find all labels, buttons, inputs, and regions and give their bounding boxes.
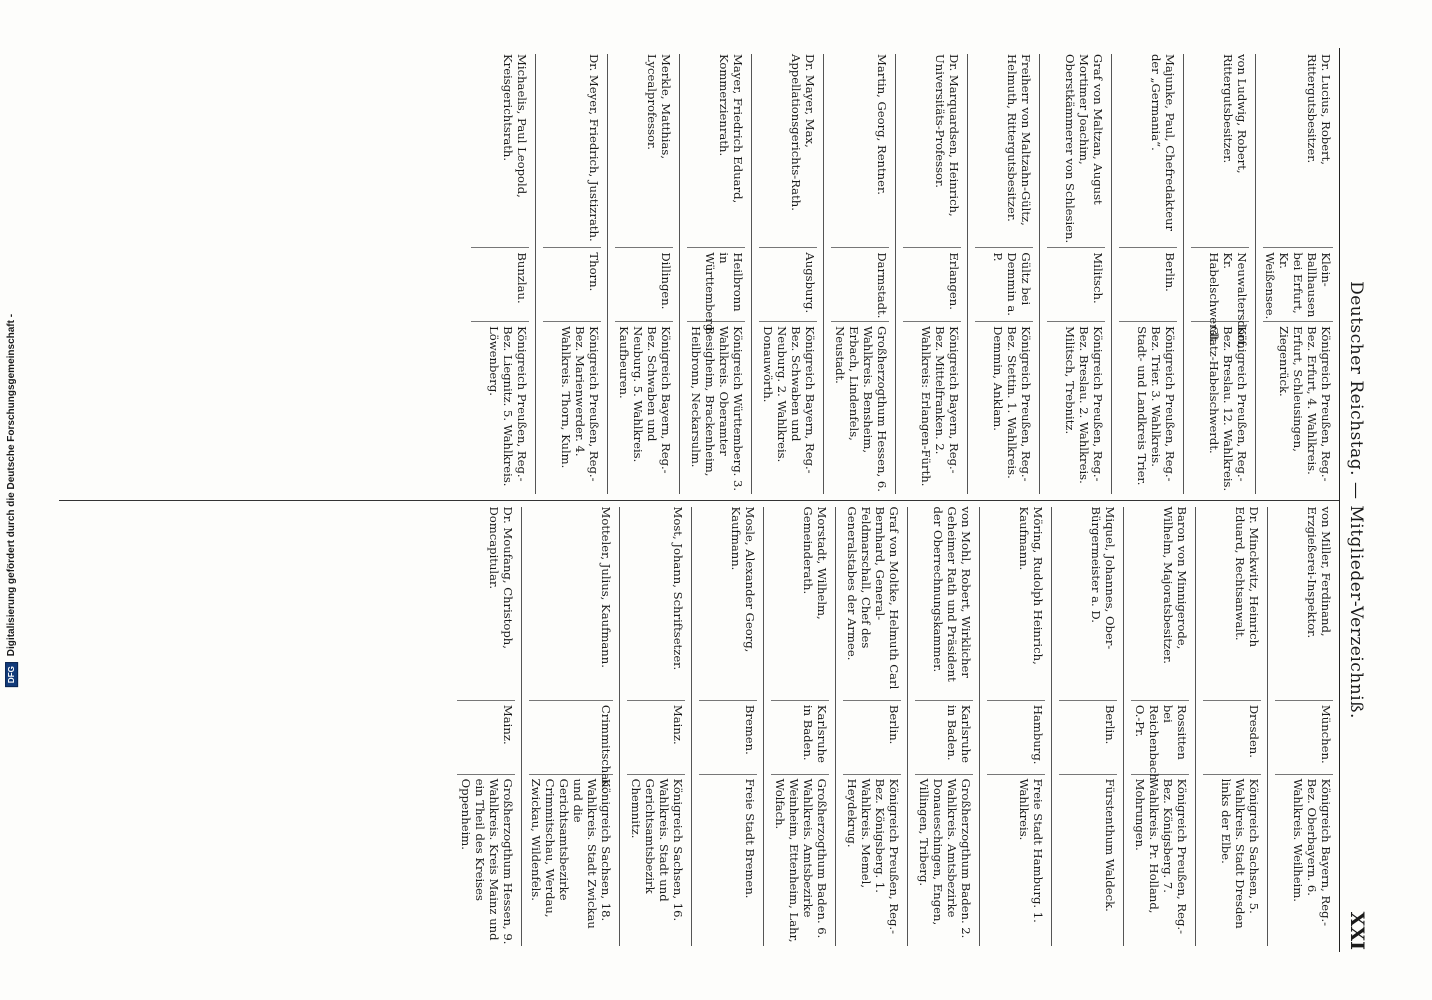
member-name: Freiherr von Maltzahn-Gültz, Helmuth, Rittergutsbesitzer. xyxy=(1005,54,1033,226)
running-title: Deutscher Reichstag. — Mitglieder-Verzeichniß. xyxy=(1346,281,1366,719)
member-entry xyxy=(464,54,535,494)
member-district: Großherzogthum Baden. 6. Wahlkreis. Amtsbezirke Weinheim, Ettenheim, Lahr, Wolfach. xyxy=(773,778,829,943)
member-residence: Bremen. xyxy=(699,700,757,775)
member-entry xyxy=(450,507,521,947)
member-district: Königreich Bayern, Reg.-Bez. Schwaben und Neuburg. 5. Wahlkreis. Kaufbeuren. xyxy=(617,326,673,474)
member-residence: Rossitten bei Reichenbach O.-Pr. xyxy=(1131,700,1189,775)
member-name: Most, Johann, Schriftsetzer. xyxy=(671,506,685,671)
member-name: Dr. Moufang, Christoph, Domcapitular. xyxy=(487,506,515,649)
member-entry xyxy=(835,507,907,947)
member-name: Dr. Lucius, Robert, Rittergutsbesitzer. xyxy=(1305,54,1333,165)
member-name: Graf von Maltzan, August Mortimer Joachim, Oberstkämmerer von Schlesien. xyxy=(1063,54,1105,244)
member-name: Merkle, Matthias, Lycealprofessor. xyxy=(645,54,673,160)
member-entry xyxy=(1183,54,1255,494)
member-entry xyxy=(521,507,619,947)
member-residence: Gültz bei Demmin a. P. xyxy=(975,247,1033,322)
member-residence: Darmstadt. xyxy=(831,247,889,322)
page-number: XXI xyxy=(1346,911,1368,950)
dfg-logo: DFG xyxy=(6,662,19,687)
member-entry xyxy=(679,54,751,494)
member-district: Großherzogthum Hessen, 6. Wahlkreis. Bensheim, Erbach, Lindenfels, Neustadt. xyxy=(833,326,889,492)
member-district: Königreich Preußen, Reg.-Bez. Marienwerder. 4. Wahlkreis. Thorn, Kulm. xyxy=(559,326,601,482)
member-district: Großherzogthum Hessen, 9. Wahlkreis. Kreis Mainz und ein Theil des Kreises Oppenheim. xyxy=(459,778,515,945)
member-name: von Miller, Ferdinand, Erzgießerei-Inspektor. xyxy=(1305,506,1333,639)
member-district: Königreich Bayern, Reg.-Bez. Schwaben und Neuburg. 2. Wahlkreis. Donauwörth. xyxy=(761,326,817,474)
member-entry xyxy=(1255,54,1339,494)
member-district: Königreich Preußen, Reg.-Bez. Breslau. 2. Wahlkreis. Militsch, Trebnitz. xyxy=(1063,326,1105,484)
member-name: Morstadt, Wilhelm, Gemeinderath. xyxy=(801,506,829,620)
member-district: Königreich Bayern, Reg.-Bez. Oberbayern. 6. Wahlkreis. Weilheim. xyxy=(1291,778,1333,927)
member-column-left xyxy=(59,48,1339,501)
member-district: Königreich Preußen, Reg.-Bez. Stettin. 1. Wahlkreis. Demmin, Anklam. xyxy=(991,326,1033,482)
member-district: Freie Stadt Bremen. xyxy=(743,778,757,899)
member-column-right xyxy=(59,501,1339,953)
member-entry xyxy=(535,54,607,494)
member-residence: Erlangen. xyxy=(903,247,961,322)
member-entry xyxy=(1267,507,1339,947)
member-residence: Dillingen. xyxy=(615,247,673,322)
page-header xyxy=(1339,48,1380,952)
member-residence: Militsch. xyxy=(1047,247,1105,322)
member-name: von Mohl, Robert, Wirklicher Geheimer Rath und Präsident der Oberrechnungskammer. xyxy=(931,506,973,682)
sponsor-text: Digitalisierung gefördert durch die Deutsche Forschungsgemeinschaft - xyxy=(6,313,18,656)
member-name: Baron von Minnigerode, Wilhelm, Majoratsbesitzer. xyxy=(1161,506,1189,664)
member-entry xyxy=(967,54,1039,494)
member-name: Majunke, Paul, Chefredakteur der „Germania“. xyxy=(1149,54,1177,232)
member-name: Martin, Georg, Rentner. xyxy=(875,54,889,195)
member-entry xyxy=(823,54,895,494)
member-name: Dr. Meyer, Friedrich, Justizrath. xyxy=(587,54,601,242)
member-district: Königreich Preußen, Reg.-Bez. Königsberg. 1. Wahlkreis. Memel, Heydekrug. xyxy=(845,778,901,934)
member-residence: Karlsruhe in Baden. xyxy=(915,700,973,775)
member-entry xyxy=(979,507,1051,947)
member-residence: Karlsruhe in Baden. xyxy=(771,700,829,775)
member-name: Dr. Mayer, Max, Appellationsgerichts-Rath. xyxy=(789,54,817,211)
member-residence: Thorn. xyxy=(543,247,601,322)
member-residence: Dresden. xyxy=(1203,700,1261,775)
member-entry xyxy=(751,54,823,494)
member-residence: Berlin. xyxy=(1119,247,1177,322)
member-district: Königreich Preußen, Reg.-Bez. Königsberg. 7. Wahlkreis. Pr. Holland, Mohrungen. xyxy=(1133,778,1189,934)
member-entry xyxy=(895,54,967,494)
member-name: Dr. Marquardsen, Heinrich, Universitäts-Professor. xyxy=(933,54,961,217)
member-residence: Klein-Ballhausen bei Erfurt, Kr. Weißensee. xyxy=(1263,247,1333,322)
member-name: Möring, Rudolph Heinrich, Kaufmann. xyxy=(1017,506,1045,665)
member-residence: Crimmitschau. xyxy=(529,700,613,775)
member-district: Königreich Preußen, Reg.-Bez. Liegnitz. 5. Wahlkreis. Löwenberg. xyxy=(487,326,529,487)
member-name: Miquel, Johannes, Ober-Bürgermeister a. D. xyxy=(1089,506,1117,650)
member-name: Mosle, Alexander Georg, Kaufmann. xyxy=(729,506,757,653)
member-name: Dr. Minckwitz, Heinrich Eduard, Rechtsanwalt. xyxy=(1233,506,1261,648)
member-residence: Neuwaltersdorf, Kr. Habelschwerdt. xyxy=(1191,247,1249,322)
member-district: Königreich Sachsen, 16. Wahlkreis. Stadt und Gerichtsamtsbezirk Chemnitz. xyxy=(629,778,685,922)
member-entry xyxy=(691,507,763,947)
member-entry xyxy=(1111,54,1183,494)
member-district: Königreich Preußen, Reg.-Bez. Trier. 3. Wahlkreis. Stadt- und Landkreis Trier. xyxy=(1135,326,1177,486)
member-entry xyxy=(1051,507,1123,947)
member-district: Königreich Preußen, Reg.-Bez. Erfurt, 4. Wahlkreis. Erfurt, Schleusingen, Ziegenrück. xyxy=(1277,326,1333,482)
member-district: Königreich Bayern, Reg.-Bez. Mittelfranken. 2. Wahlkreis: Erlangen-Fürth. xyxy=(919,326,961,487)
member-residence: Berlin. xyxy=(843,700,901,775)
member-entry xyxy=(619,507,691,947)
member-residence: Hamburg. xyxy=(987,700,1045,775)
member-name: Motteler, Julius, Kaufmann. xyxy=(599,506,613,668)
member-entry xyxy=(607,54,679,494)
member-name: von Ludwig, Robert, Rittergutsbesitzer. xyxy=(1221,54,1249,174)
member-residence: Heilbronn in Württemberg. xyxy=(687,247,745,322)
member-entry xyxy=(763,507,835,947)
member-name: Michaelis, Paul Leopold, Kreisgerichtsrath. xyxy=(501,54,529,198)
member-entry xyxy=(907,507,979,947)
member-residence: Berlin. xyxy=(1059,700,1117,775)
member-residence: Mainz. xyxy=(457,700,515,775)
member-residence: Augsburg. xyxy=(759,247,817,322)
sponsor-strip xyxy=(2,0,22,1000)
member-residence: München. xyxy=(1275,700,1333,775)
member-district: Königreich Sachsen, 18. Wahlkreis. Stadt Zwickau und die Gerichtsamtsbezirke Crimmitschau, Werdau, Zwickau, Wildenfels. xyxy=(529,778,613,929)
member-residence: Mainz. xyxy=(627,700,685,775)
member-entry xyxy=(1195,507,1267,947)
member-name: Graf von Moltke, Helmuth Carl Bernhard, General-Feldmarschall, Chef des Generalstabes der Armee. xyxy=(845,506,901,690)
member-district: Großherzogthum Baden. 2. Wahlkreis. Amtsbezirke Donaueschingen, Engen, Villingen, Triberg. xyxy=(917,778,973,939)
member-entry xyxy=(1039,54,1111,494)
document-page xyxy=(46,20,1386,980)
member-columns xyxy=(59,48,1339,952)
member-residence: Bunzlau. xyxy=(471,247,529,322)
member-district: Königreich Preußen, Reg.-Bez. Breslau. 12. Wahlkreis. Glatz-Habelschwerdt. xyxy=(1207,326,1249,492)
member-district: Freie Stadt Hamburg. 1. Wahlkreis. xyxy=(1017,778,1045,923)
sponsor-text-group xyxy=(6,313,19,686)
member-district: Königreich Sachsen, 5. Wahlkreis. Stadt Dresden links der Elbe. xyxy=(1219,778,1261,929)
member-name: Mayer, Friedrich Eduard, Kommerzienrath. xyxy=(717,54,745,204)
member-district: Königreich Württemberg. 3. Wahlkreis. Oberamter Besigheim, Brackenheim, Heilbronn, Neckarsulm. xyxy=(689,326,745,492)
member-district: Fürstenthum Waldeck. xyxy=(1103,778,1117,912)
member-entry xyxy=(1123,507,1195,947)
